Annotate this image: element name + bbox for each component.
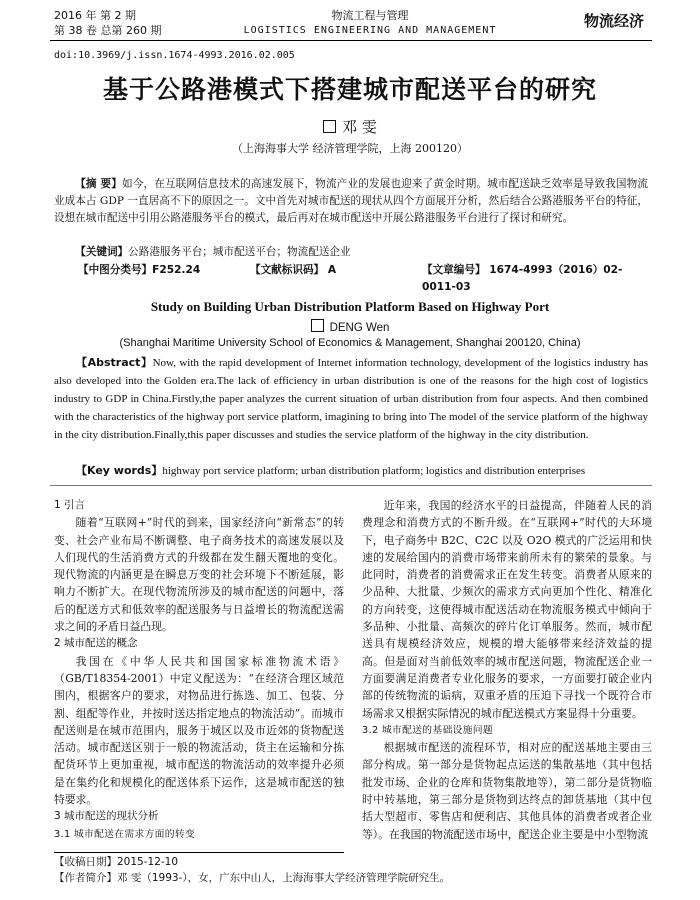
abstract-cn-label: 【摘 要】	[75, 178, 122, 190]
paragraph-concept: 我国在《中华人民共和国国家标准物流术语》（GB/T18354-2001）中定义配送为：“在经济合理区域范围内，根据客户的要求，对物品进行拣选、加工、包装、分割、组配等作业，并按时送达指定地点的物流活动”。而城市配送则是在城市范围内，服务于城区以及市近郊的货物配送活动。城市配送区别于一般的物流活动，货主在运输和分拣配货环节上更加重视，城市配送的物流活动的效率提升必须是在集约化和规模化的配送体系下运作，这是城市配送的独特要求。	[54, 654, 344, 807]
author-en	[0, 319, 700, 334]
title-en: Study on Building Urban Distribution Platform Based on Highway Port	[150, 299, 550, 314]
journal-name	[220, 8, 520, 38]
keywords-en-text: highway port service platform; urban distribution platform; logistics and distribution enterprises	[162, 465, 586, 477]
footnote-author-bio: 【作者简介】邓 雯（1993-），女，广东中山人，上海海事大学经济管理学院研究生。	[54, 872, 451, 884]
affiliation-en: (Shanghai Maritime University School of Economics & Management, Shanghai 200120, China)	[119, 337, 581, 349]
running-header	[0, 4, 700, 40]
abstract-separator	[50, 485, 652, 486]
abstract-cn-text: 如今，在互联网信息技术的高速发展下，物流产业的发展也迎来了黄金时期。城市配送缺乏效率是导致我国物流业成本占 GDP 一直居高不下的原因之一。文中首先对城市配送的现状从四个方面展开分析，然后结合公路港服务平台的特征，设想在城市配送中引用公路港服务平台的模式，最后再对在城市配送中开展公路港服务平台进行了探讨和研究。	[54, 178, 648, 224]
section-name: 物流经济	[583, 12, 644, 30]
keywords-cn-text: 公路港服务平台；城市配送平台；物流配送企业	[128, 246, 351, 258]
doi: doi:10.3969/j.issn.1674-4993.2016.02.005	[54, 50, 295, 61]
journal-name-en: LOGISTICS ENGINEERING AND MANAGEMENT	[243, 25, 497, 36]
footnote-rule	[54, 852, 344, 853]
clc-number: 【中图分类号】F252.24	[78, 264, 201, 276]
keywords-cn-label: 【关键词】	[75, 246, 129, 258]
keywords-en-label: 【Key words】	[76, 464, 163, 477]
body-column-left	[54, 497, 344, 843]
year-issue: 2016 年 第 2 期	[54, 9, 136, 22]
keywords-en	[54, 462, 648, 480]
author-name-en: DENG Wen	[329, 322, 390, 334]
header-rule	[50, 40, 652, 41]
article-number: 【文章编号】 1674-4993（2016）02-0011-03	[422, 264, 623, 293]
volume-total: 第 38 卷 总第 260 期	[54, 24, 162, 37]
title-cn: 基于公路港模式下搭建城市配送平台的研究	[102, 75, 597, 104]
footnote-received-date: 【收稿日期】2015-12-10	[54, 856, 179, 868]
subsection-heading-infrastructure: 3.2 城市配送的基础设施问题	[362, 724, 493, 736]
keywords-cn	[54, 244, 648, 261]
section-heading-intro: 1 引言	[54, 499, 86, 511]
affiliation-cn: （上海海事大学 经济管理学院，上海 200120）	[232, 142, 468, 155]
author-name-cn: 邓 雯	[342, 118, 377, 136]
body-column-right	[362, 497, 652, 843]
author-cn	[0, 116, 700, 137]
section-heading-status: 3 城市配送的现状分析	[54, 810, 159, 823]
paragraph-demand: 近年来，我国的经济水平的日益提高，伴随着人民的消费理念和消费方式的不断升级。在“互联网+”时代的大环境下，电子商务中 B2C、C2C 以及 O2O 模式的广泛运用和快速的发展给国内的消费市场带来前所未有的繁荣的景象。与此同时，消费者的消费需求正在发生转变。消费者从原来的少品种、大批量、少频次的需求方式向更加个性化、精准化的方向转变，这使得城市配送活动在物流服务模式中倾向于多品种、小批量、高频次的碎片化订单服务。然而，城市配送具有规模经济效应，规模的增大能够带来经济效益的提高。但是面对当前低效率的城市配送问题，物流配送企业一方面要满足消费者专业化服务的要求，一方面要打破企业内部的传统物流的诟病，双重矛盾的压迫下寻找一个既符合市场需求又根据实际情况的城市配送模式方案显得十分重要。	[362, 499, 652, 720]
author-box-icon	[323, 120, 336, 133]
author-box-icon	[311, 319, 324, 332]
abstract-en-text: Now, with the rapid development of Internet information technology, development of the logistics industry has also developed into the Golden era.The lack of efficiency in urban distribution is one of the reasons for the high cost of logistics industry to GDP in China.Firstly,the paper analyzes the current situation of urban distribution from four aspects. And then combined with the characteristics of the highway port service platform, imagining to bring into The model of the service platform of the highway in the city distribution.Finally,this paper discusses and studies the service platform of the highway in the city distribution.	[54, 357, 648, 441]
issue-info	[54, 8, 161, 38]
abstract-cn	[54, 176, 648, 227]
journal-name-cn: 物流工程与管理	[331, 9, 409, 22]
abstract-en	[54, 354, 648, 444]
document-code: 【文献标识码】 A	[250, 264, 337, 276]
paragraph-infrastructure: 根据城市配送的流程环节，相对应的配送基地主要由三部分构成。第一部分是货物起点运送的集散基地（其中包括批发市场、企业的仓库和货物集散地等），第二部分是货物临时中转基地，第三部分是货物到达终点的卸货基地（其中包括大型超市、零售店和便利店、其他具体的消费者或者企业等）。在我国的物流配送市场中，配送企业主要是中小型物流	[362, 741, 652, 841]
abstract-en-label: 【Abstract】	[76, 356, 153, 369]
subsection-heading-demand: 3.1 城市配送在需求方面的转变	[54, 828, 196, 840]
paragraph-intro: 随着“互联网+”时代的到来，国家经济向“新常态”的转变、社会产业布局不断调整、电子商务技术的高速发展以及人们现代的生活消费方式的升级都在发生翻天覆地的变化。现代物流的内涵更是在瞬息万变的社会环境下不断延展，影响力不断扩大。在现代物流所涉及的城市配送的问题中，落后的配送方式和低效率的配送服务与日益增长的物流配送需求之间的矛盾日益凸现。	[54, 516, 344, 634]
section-heading-concept: 2 城市配送的概念	[54, 637, 138, 650]
